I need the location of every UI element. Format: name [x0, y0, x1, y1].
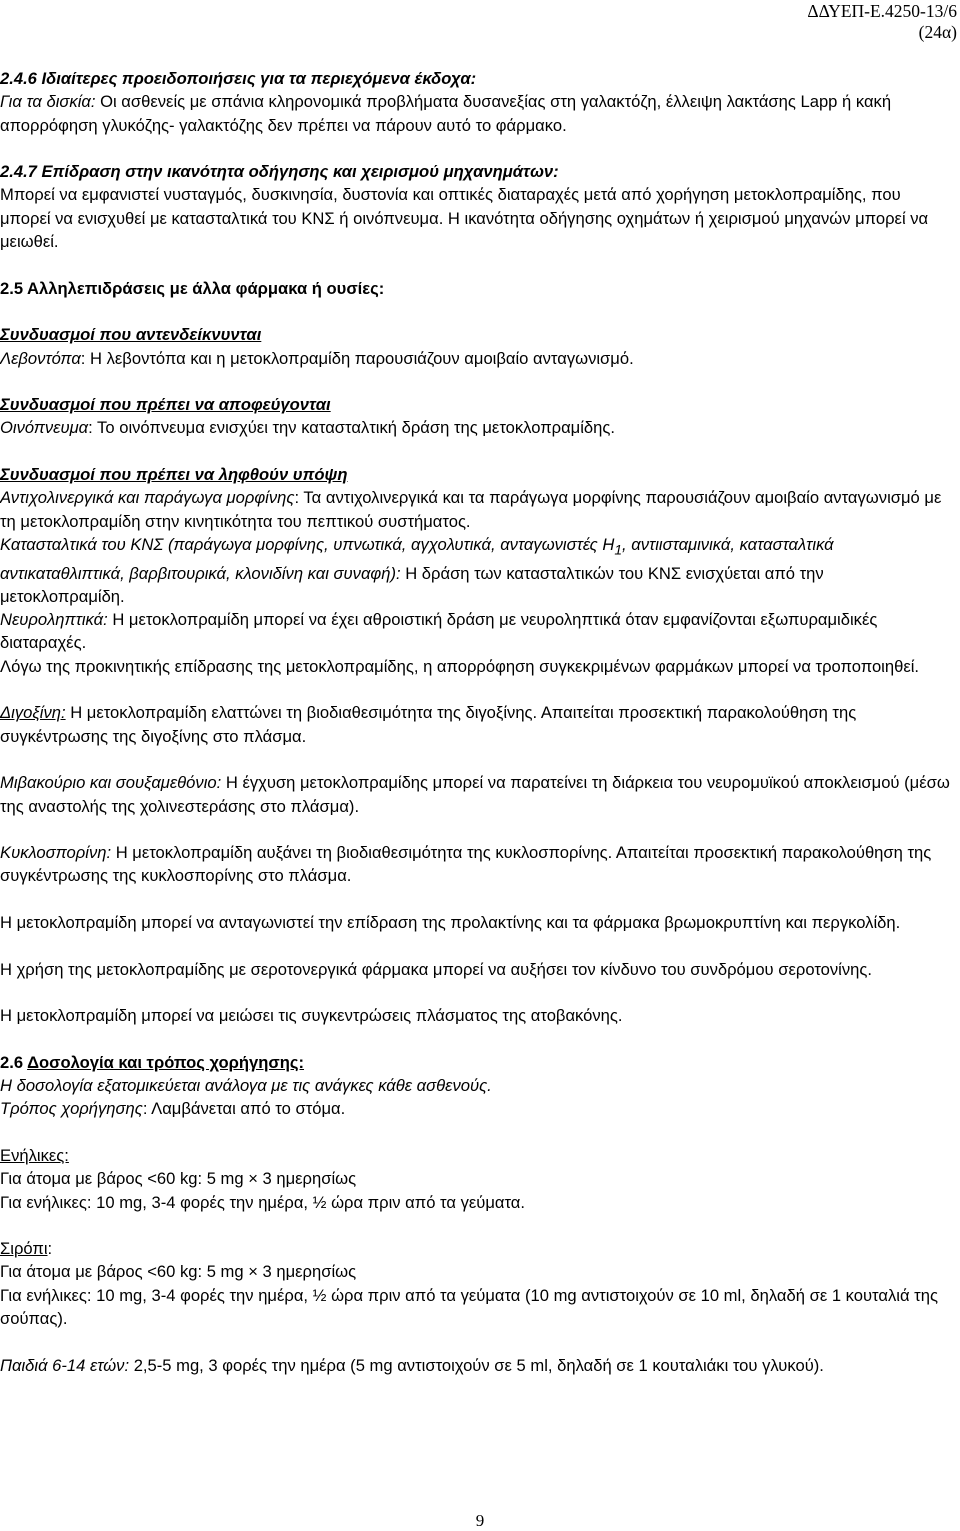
anticholinergic-label: Αντιχολινεργικά και παράγωγα μορφίνης — [0, 488, 295, 508]
route-paragraph — [0, 1097, 950, 1120]
cns-label-subscript: 1 — [614, 541, 623, 558]
page-number: 9 — [475, 1511, 485, 1530]
levodopa-label: Λεβοντόπα — [0, 348, 81, 368]
section-2-4-6-paragraph — [0, 90, 950, 137]
syrup-title: Σιρόπι — [0, 1239, 48, 1259]
section-2-5-heading: 2.5 Αλληλεπιδράσεις με άλλα φάρμακα ή ουσίες: — [0, 278, 385, 298]
children-text: 2,5-5 mg, 3 φορές την ημέρα (5 mg αντιστοιχούν σε 5 ml, δηλαδή σε 1 κουταλιάκι του γλυκού). — [129, 1355, 824, 1375]
document-reference — [807, 1, 957, 43]
section-2-6-heading — [0, 1051, 950, 1074]
alcohol-label: Οινόπνευμα — [0, 418, 89, 438]
children-label: Παιδιά 6-14 ετών: — [0, 1355, 130, 1375]
digoxin-label: Διγοξίνη: — [0, 703, 66, 723]
atovaquone-paragraph: Η μετοκλοπραμίδη μπορεί να μειώσει τις συγκεντρώσεις πλάσματος της ατοβακόνης. — [0, 1006, 623, 1026]
adults-line-2: Για ενήλικες: 10 mg, 3-4 φορές την ημέρα, ½ ώρα πριν από τα γεύματα. — [0, 1192, 526, 1212]
neuroleptics-label: Νευροληπτικά: — [0, 610, 108, 630]
mivacurium-paragraph — [0, 771, 950, 818]
digoxin-paragraph — [0, 701, 950, 748]
reference-revision: (24α) — [918, 22, 957, 42]
cyclosporin-label: Κυκλοσπορίνη: — [0, 843, 112, 863]
cyclosporin-text: Η μετοκλοπραμίδη αυξάνει τη βιοδιαθεσιμότητα της κυκλοσπορίνης. Απαιτείται προσεκτική παρακολούθηση της συγκέντρωσης της κυκλοσπορίνης στο πλάσμα. — [0, 843, 932, 886]
adults-heading: Ενήλικες: — [0, 1145, 69, 1165]
serotonergic-paragraph: Η χρήση της μετοκλοπραμίδης με σεροτονεργικά φάρμακα μπορεί να αυξήσει τον κίνδυνο του συνδρόμου σεροτονίνης. — [0, 959, 872, 979]
individual-dosing-text: Η δοσολογία εξατομικεύεται ανάλογα με τις ανάγκες κάθε ασθενούς. — [0, 1076, 492, 1096]
neuroleptics-text: Η μετοκλοπραμίδη μπορεί να έχει αθροιστική δράση με νευροληπτικά όταν εμφανίζονται εξωπυραμιδικές διαταραχές. — [0, 610, 878, 653]
prokinetic-paragraph: Λόγω της προκινητικής επίδρασης της μετοκλοπραμίδης, η απορρόφηση συγκεκριμένων φαρμάκων μπορεί να τροποποιηθεί. — [0, 656, 920, 676]
mivacurium-label: Μιβακούριο και σουξαμεθόνιο: — [0, 773, 222, 793]
digoxin-text: Η μετοκλοπραμίδη ελαττώνει τη βιοδιαθεσιμότητα της διγοξίνης. Απαιτείται προσεκτική παρακολούθηση της συγκέντρωσης της διγοξίνης στο πλάσμα. — [0, 703, 857, 746]
children-paragraph — [0, 1354, 950, 1377]
section-2-4-6-heading: 2.4.6 Ιδιαίτερες προειδοποιήσεις για τα περιεχόμενα έκδοχα: — [0, 69, 477, 88]
route-text: : Λαμβάνεται από το στόμα. — [142, 1099, 346, 1119]
cns-depressants-paragraph — [0, 533, 950, 608]
adults-line-1: Για άτομα με βάρος <60 kg: 5 mg × 3 ημερησίως — [0, 1169, 357, 1189]
contraindicated-combinations-heading: Συνδυασμοί που αντενδείκνυνται — [0, 325, 262, 345]
section-2-4-7-heading: 2.4.7 Επίδραση στην ικανότητα οδήγησης και χειρισμού μηχανημάτων: — [0, 162, 559, 182]
tablets-label: Για τα δισκία: — [0, 92, 96, 112]
alcohol-text: : Το οινόπνευμα ενισχύει την κατασταλτική δράση της μετοκλοπραμίδης. — [88, 418, 616, 438]
cns-depressants-text: Η δράση των κατασταλτικών του ΚΝΣ ενισχύεται από την μετοκλοπραμίδη. — [0, 563, 824, 606]
syrup-line-1: Για άτομα με βάρος <60 kg: 5 mg × 3 ημερησίως — [0, 1262, 357, 1282]
neuroleptics-paragraph — [0, 608, 950, 655]
section-2-6-number: 2.6 — [0, 1052, 28, 1072]
anticholinergic-paragraph — [0, 486, 950, 533]
route-label: Τρόπος χορήγησης — [0, 1099, 143, 1119]
levodopa-paragraph — [0, 347, 950, 370]
tablets-text: Οι ασθενείς με σπάνια κληρονομικά προβλήματα δυσανεξίας στη γαλακτόζη, έλλειψη λακτάσης Lapp ή κακή απορρόφηση γλυκόζης- γαλακτόζης δεν πρέπει να πάρουν αυτό το φάρμακο. — [0, 92, 892, 135]
anticholinergic-text: : Τα αντιχολινεργικά και τα παράγωγα μορφίνης παρουσιάζουν αμοιβαίο ανταγωνισμό με τη μετοκλοπραμίδη στην κινητικότητα του πεπτικού συστήματος. — [0, 488, 942, 531]
cns-label-part-2: , αντιισταμινικά, κατασταλτικά αντικαταθλιπτικά, βαρβιτουρικά, κλονιδίνη και συναφή): — [0, 534, 834, 583]
consider-combinations-heading: Συνδυασμοί που πρέπει να ληφθούν υπόψη — [0, 465, 348, 485]
document-body — [0, 67, 950, 1377]
syrup-heading — [0, 1237, 950, 1260]
avoid-combinations-heading: Συνδυασμοί που πρέπει να αποφεύγονται — [0, 395, 331, 415]
prolactin-paragraph: Η μετοκλοπραμίδη μπορεί να ανταγωνιστεί την επίδραση της προλακτίνης και τα φάρμακα βρωμοκρυπτίνη και περγκολίδη. — [0, 913, 901, 932]
reference-code: ΔΔΥΕΠ-Ε.4250-13/6 — [807, 1, 957, 21]
mivacurium-text: Η έγχυση μετοκλοπραμίδης μπορεί να παρατείνει τη διάρκεια του νευρομυϊκού αποκλεισμού (μέσω της αναστολής της χολινεστεράσης στο πλάσμα). — [0, 773, 950, 816]
syrup-line-2: Για ενήλικες: 10 mg, 3-4 φορές την ημέρα, ½ ώρα πριν από τα γεύματα (10 mg αντιστοιχούν σε 10 ml, δηλαδή σε 1 κουταλιά της σούπας). — [0, 1285, 938, 1329]
syrup-colon: : — [47, 1239, 53, 1259]
cyclosporin-paragraph — [0, 841, 950, 888]
section-2-4-7-paragraph: Μπορεί να εμφανιστεί νυσταγμός, δυσκινησία, δυστονία και οπτικές διαταραχές μετά από χορήγηση μετοκλοπραμίδης, που μπορεί να ενισχυθεί με κατασταλτικά του ΚΝΣ ή οινόπνευμα. Η ικανότητα οδήγησης οχημάτων ή χειρισμού μηχανών μπορεί να μειωθεί. — [0, 185, 929, 252]
alcohol-paragraph — [0, 416, 950, 439]
levodopa-text: : Η λεβοντόπα και η μετοκλοπραμίδη παρουσιάζουν αμοιβαίο ανταγωνισμό. — [80, 348, 634, 368]
cns-label-part-1: Κατασταλτικά του ΚΝΣ (παράγωγα μορφίνης, υπνωτικά, αγχολυτικά, ανταγωνιστές Η — [0, 534, 615, 554]
section-2-6-title: Δοσολογία και τρόπος χορήγησης: — [27, 1052, 305, 1072]
